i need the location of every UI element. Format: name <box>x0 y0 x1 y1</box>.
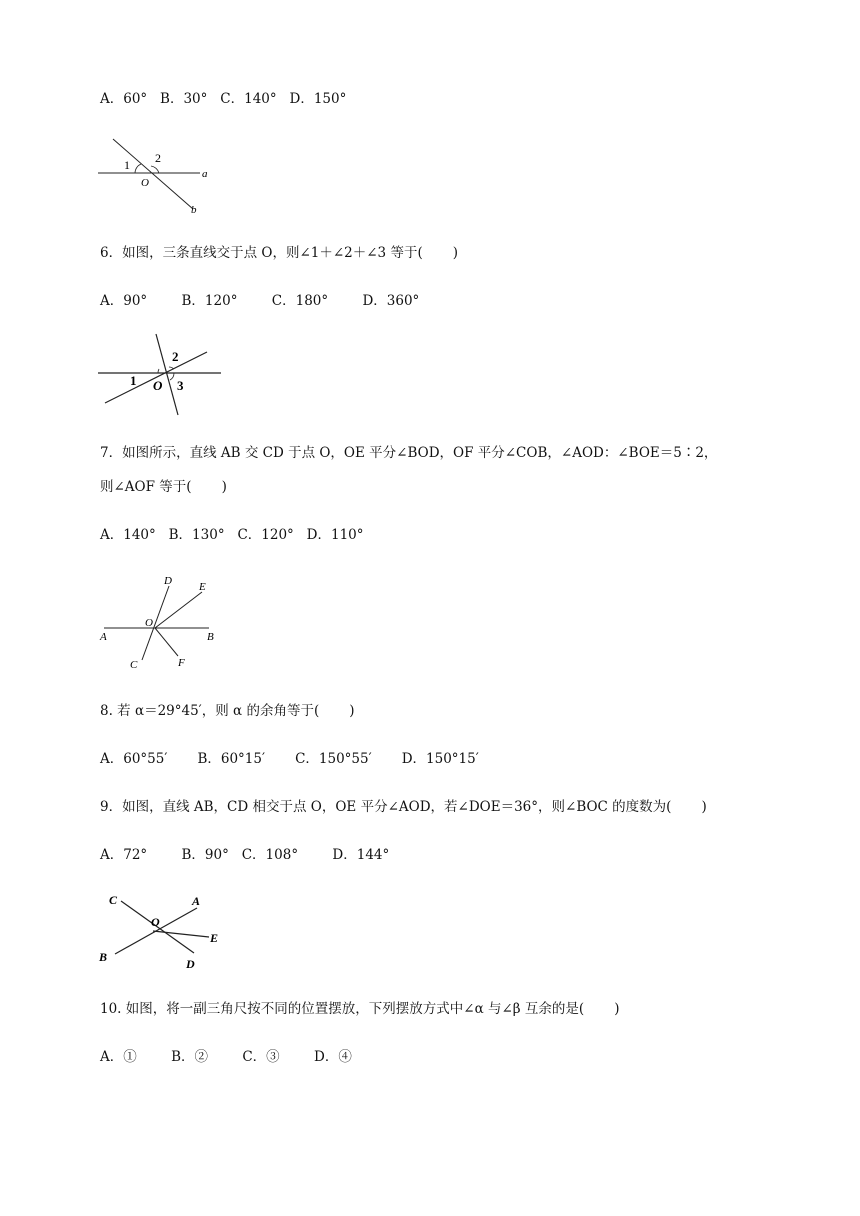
q10-stem: 10. 如图，将一副三角尺按不同的位置摆放，下列摆放方式中∠α 与∠β 互余的是( ) <box>100 1001 620 1017</box>
q7-label-f: F <box>178 657 185 669</box>
q8-options: A．60°55′ B．60°15′ C．150°55′ D．150°15′ <box>100 751 479 767</box>
q7-label-e: E <box>199 581 206 593</box>
q9-label-d: D <box>186 957 195 971</box>
q5-figure <box>95 135 235 220</box>
q7-options: A．140° B．130° C．120° D．110° <box>100 527 364 543</box>
q8-stem: 8. 若 α＝29°45′，则 α 的余角等于( ) <box>100 703 355 719</box>
q9-label-e: E <box>210 931 219 945</box>
q9-label-b: B <box>99 950 108 964</box>
q9-label-c: C <box>109 893 118 907</box>
q9-label-a: A <box>192 894 201 908</box>
q7-label-c: C <box>130 659 138 671</box>
q9-label-o: O <box>151 915 160 929</box>
q7-label-b: B <box>207 631 214 643</box>
q6-options: A．90° B．120° C．180° D．360° <box>100 293 420 309</box>
q7-label-o: O <box>145 617 153 629</box>
q5-label-1: 1 <box>124 158 130 172</box>
q6-stem: 6．如图，三条直线交于点 O，则∠1＋∠2＋∠3 等于( ) <box>100 245 459 261</box>
q5-label-a: a <box>202 168 208 180</box>
q5-options: A．60° B．30° C．140° D．150° <box>100 91 347 107</box>
q6-label-2: 2 <box>172 349 179 364</box>
q9-figure <box>95 888 235 973</box>
q7-stem-line1: 7．如图所示，直线 AB 交 CD 于点 O，OE 平分∠BOD，OF 平分∠COB，∠AOD：∠BOE＝5∶2， <box>100 445 718 461</box>
q6-figure <box>95 330 235 420</box>
q6-label-3: 3 <box>177 378 184 393</box>
q5-label-b: b <box>191 204 197 216</box>
q7-label-d: D <box>164 575 172 587</box>
q6-label-o: O <box>153 378 163 393</box>
q7-stem-line2: 则∠AOF 等于( ) <box>100 479 227 495</box>
q6-label-1: 1 <box>130 373 137 388</box>
q7-label-a: A <box>100 631 107 643</box>
q9-options: A．72° B．90° C．108° D．144° <box>100 847 390 863</box>
q5-label-2: 2 <box>155 151 161 165</box>
q7-figure <box>95 572 235 672</box>
q10-options: A．① B．② C．③ D．④ <box>100 1049 352 1065</box>
q9-stem: 9．如图，直线 AB，CD 相交于点 O，OE 平分∠AOD，若∠DOE＝36°，则∠BOC 的度数为( ) <box>100 799 707 815</box>
q5-label-o: O <box>141 177 149 189</box>
